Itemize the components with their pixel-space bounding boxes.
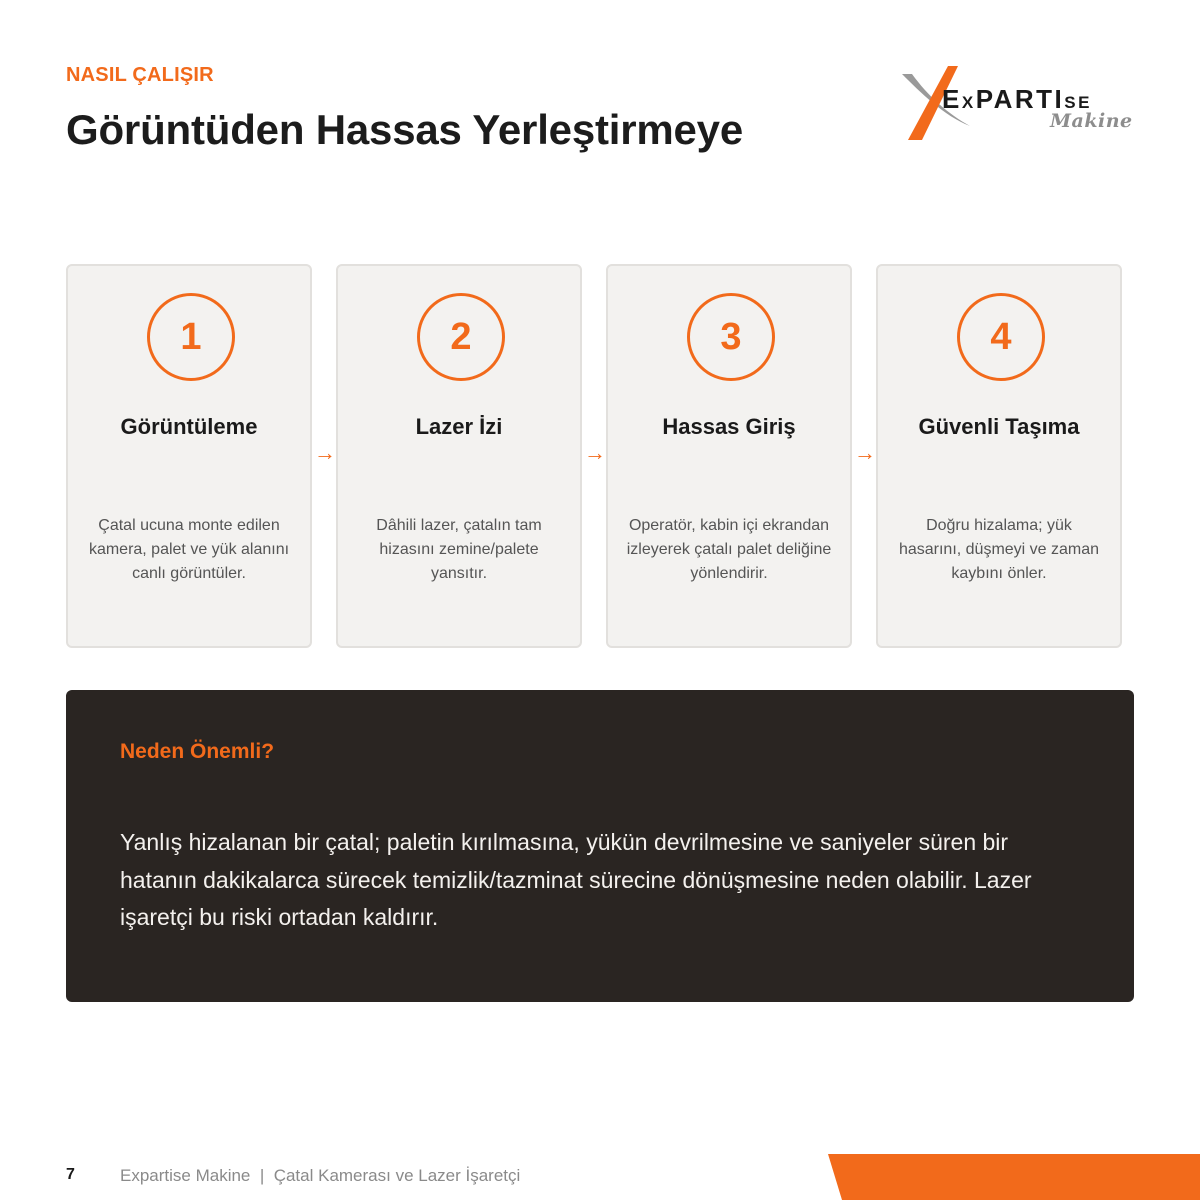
step-title: Hassas Giriş (662, 414, 796, 439)
footer-accent-bar (828, 1154, 1200, 1200)
why-important-panel (66, 690, 1134, 1002)
step-number: 3 (687, 293, 775, 381)
step-number: 1 (147, 293, 235, 381)
step-description: Doğru hizalama; yük hasarını, düşmeyi ve zaman kaybını önler. (898, 517, 1100, 582)
step-card-1 (66, 264, 312, 648)
process-steps (66, 264, 1136, 648)
logo-wordmark: EXPARTISE (942, 84, 1092, 114)
step-card-3 (606, 264, 852, 648)
page-number: 7 (66, 1166, 75, 1183)
logo-subtitle: Makine (1050, 110, 1133, 132)
page-title: Görüntüden Hassas Yerleştirmeye (66, 106, 743, 153)
step-title: Güvenli Taşıma (918, 414, 1080, 439)
section-eyebrow: NASIL ÇALIŞIR (66, 64, 214, 86)
arrow-right-icon: → (584, 440, 606, 465)
step-title: Görüntüleme (120, 414, 258, 439)
step-card-4 (876, 264, 1122, 648)
why-important-title: Neden Önemli? (120, 740, 275, 763)
step-title: Lazer İzi (415, 414, 503, 439)
expartise-logo (898, 62, 1138, 144)
step-description: Çatal ucuna monte edilen kamera, palet ve yük alanını canlı görüntüler. (88, 517, 290, 582)
step-description: Dâhili lazer, çatalın tam hizasını zemine/palete yansıtır. (376, 517, 542, 582)
step-card-2 (336, 264, 582, 648)
arrow-right-icon: → (314, 440, 336, 465)
step-description: Operatör, kabin içi ekrandan izleyerek çatalı palet deliğine yönlendirir. (626, 517, 832, 582)
step-number: 2 (417, 293, 505, 381)
footer-text: Expartise Makine | Çatal Kamerası ve Lazer İşaretçi (120, 1166, 521, 1185)
arrow-right-icon: → (854, 440, 876, 465)
why-important-text: Yanlış hizalanan bir çatal; paletin kırılmasına, yükün devrilmesine ve saniyeler süren bir hatanın dakikalarca sürecek temizlik/tazminat sürecine dönüşmesine neden olabilir. Lazer işaretçi bu riski ortadan kaldırır. (120, 829, 1032, 930)
step-number: 4 (957, 293, 1045, 381)
